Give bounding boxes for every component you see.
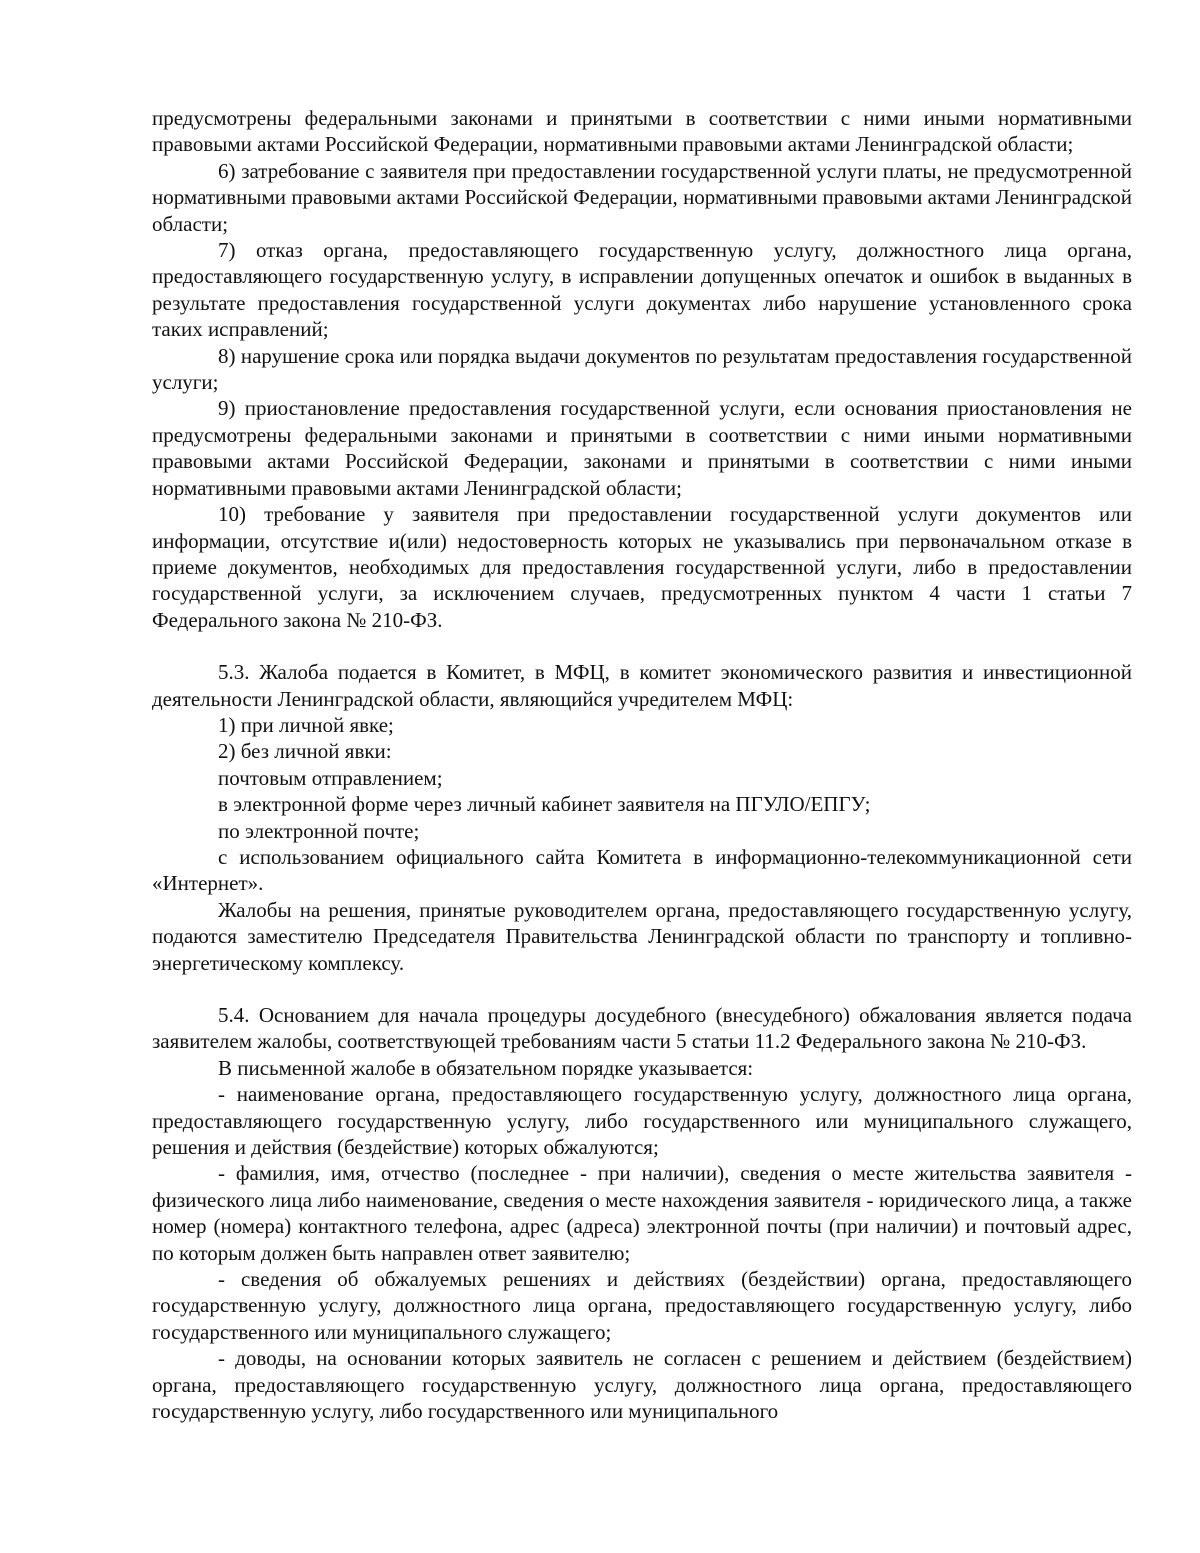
section-5-3: 5.3. Жалоба подается в Комитет, в МФЦ, в комитет экономического развития и инвестиционной деятельности Ленинградской области, являющийся учредителем МФЦ: <box>152 660 1132 711</box>
requirement-authority-name: - наименование органа, предоставляющего государственную услугу, должностного лица органа, предоставляющего государственную услугу, либо государственного или муниципального служащего, решения и действия (бездействие) которых обжалуются; <box>152 1082 1132 1160</box>
filing-option-in-person: 1) при личной явке; <box>218 712 394 737</box>
requirement-arguments: - доводы, на основании которых заявитель не согласен с решением и действием (бездействием) органа, предоставляющего государственную услугу, должностного лица органа, предоставляющего государственную услугу, либо государственного или муниципального <box>152 1346 1132 1424</box>
filing-method-website: с использованием официального сайта Комитета в информационно-телекоммуникационной сети «Интернет». <box>152 844 1132 896</box>
list-item-9: 9) приостановление предоставления государственной услуги, если основания приостановления не предусмотрены федеральными законами и принятыми в соответствии с ними иными нормативными правовыми актами Российской Федерации, законами и принятыми в соответствии с ними иными нормативными правовыми актами Ленинградской области; <box>152 396 1132 500</box>
list-item-10: 10) требование у заявителя при предоставлении государственной услуги документов или информации, отсутствие и(или) недостоверность которых не указывались при первоначальном отказе в приеме документов, необходимых для предоставления государственной услуги, либо в предоставлении государственной услуги, за исключением случаев, предусмотренных пунктом 4 части 1 статьи 7 Федерального закона № 210-ФЗ. <box>152 502 1132 632</box>
list-item-8: 8) нарушение срока или порядка выдачи документов по результатам предоставления государственной услуги; <box>152 343 1132 395</box>
complaints-against-head: Жалобы на решения, принятые руководителем органа, предоставляющего государственную услугу, подаются заместителю Председателя Правительства Ленинградской области по транспорту и топливно-энергетическому комплексу. <box>152 897 1132 975</box>
complaint-requirements-intro: В письменной жалобе в обязательном порядке указывается: <box>218 1055 754 1080</box>
requirement-appealed-decisions: - сведения об обжалуемых решениях и действиях (бездействии) органа, предоставляющего государственную услугу, должностного лица органа, предоставляющего государственную услугу, либо государственного или муниципального служащего; <box>152 1267 1132 1344</box>
filing-method-email: по электронной почте; <box>218 818 420 843</box>
filing-method-portal: в электронной форме через личный кабинет заявителя на ПГУЛО/ЕПГУ; <box>218 792 871 817</box>
section-5-4: 5.4. Основанием для начала процедуры досудебного (внесудебного) обжалования является подача заявителем жалобы, соответствующей требованиям части 5 статьи 11.2 Федерального закона № 210-ФЗ. <box>152 1003 1132 1054</box>
filing-method-mail: почтовым отправлением; <box>218 765 443 790</box>
requirement-applicant-details: - фамилия, имя, отчество (последнее - при наличии), сведения о месте жительства заявителя - физического лица либо наименование, сведения о месте нахождения заявителя - юридического лица, а также номер (номера) контактного телефона, адрес (адреса) электронной почты (при наличии) и почтовый адрес, по которым должен быть направлен ответ заявителю; <box>152 1161 1132 1265</box>
paragraph-continuation: предусмотрены федеральными законами и принятыми в соответствии с ними иными нормативными правовыми актами Российской Федерации, нормативными правовыми актами Ленинградской области; <box>152 106 1132 157</box>
document-page <box>152 105 1132 1425</box>
filing-option-remote: 2) без личной явки: <box>218 739 392 764</box>
list-item-7: 7) отказ органа, предоставляющего государственную услугу, должностного лица органа, предоставляющего государственную услугу, в исправлении допущенных опечаток и ошибок в выданных в результате предоставления государственной услуги документах либо нарушение установленного срока таких исправлений; <box>152 238 1132 342</box>
list-item-6: 6) затребование с заявителя при предоставлении государственной услуги платы, не предусмотренной нормативными правовыми актами Российской Федерации, нормативными правовыми актами Ленинградской области; <box>152 158 1132 236</box>
